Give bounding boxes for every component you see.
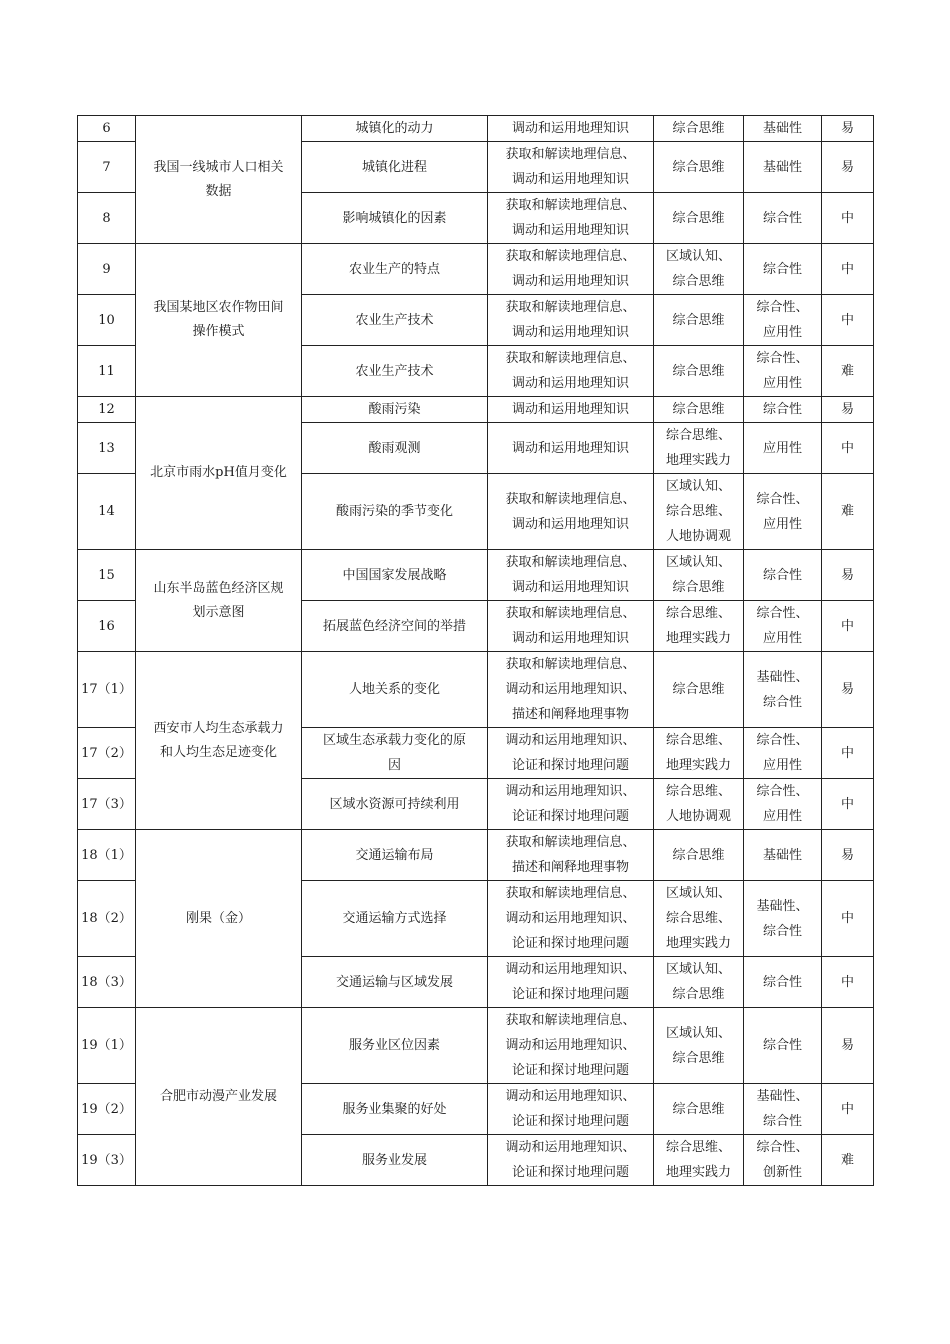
question-number-cell: 7 (78, 142, 136, 193)
nature-cell (744, 601, 822, 652)
nature-cell-line: 综合性、 (756, 606, 809, 621)
ability-cell-line: 获取和解读地理信息、 (505, 657, 636, 672)
ability-cell-line: 调动和运用地理知识、 (505, 1140, 636, 1155)
ability-cell-line: 获取和解读地理信息、 (505, 491, 636, 507)
literacy-cell-line: 综合思维 (672, 274, 725, 289)
literacy-cell-line: 区域认知、 (665, 249, 731, 264)
literacy-cell-line: 综合思维 (672, 580, 725, 595)
literacy-cell (654, 1008, 744, 1084)
literacy-cell (654, 601, 744, 652)
nature-cell (744, 116, 822, 142)
nature-cell (744, 881, 822, 957)
difficulty-cell: 难 (822, 346, 874, 397)
literacy-cell (654, 1135, 744, 1186)
ability-cell (488, 116, 654, 142)
nature-cell (744, 423, 822, 474)
literacy-cell-line: 综合思维 (672, 210, 725, 226)
ability-cell-line: 获取和解读地理信息、 (505, 147, 636, 162)
literacy-cell-line: 综合思维、 (665, 428, 731, 443)
question-number-cell: 19（1） (78, 1008, 136, 1084)
literacy-cell-line: 综合思维 (672, 987, 725, 1002)
ability-cell (488, 550, 654, 601)
knowledge-point-cell-line: 区域生态承载力变化的原 (322, 733, 466, 748)
literacy-cell-line: 综合思维 (672, 159, 725, 175)
ability-cell (488, 728, 654, 779)
knowledge-point-cell-line: 服务业集聚的好处 (342, 1101, 447, 1117)
knowledge-point-cell (302, 193, 488, 244)
difficulty-cell: 中 (822, 881, 874, 957)
difficulty-cell: 中 (822, 193, 874, 244)
ability-cell-line: 获取和解读地理信息、 (505, 198, 636, 213)
literacy-cell (654, 652, 744, 728)
literacy-cell-line: 区域认知、 (665, 962, 731, 977)
literacy-cell-line: 综合思维 (672, 402, 725, 417)
ability-cell-line: 获取和解读地理信息、 (505, 249, 636, 264)
nature-cell-line: 基础性、 (756, 669, 809, 685)
literacy-cell-line: 综合思维 (672, 1050, 725, 1066)
nature-cell-line: 创新性 (762, 1165, 802, 1180)
nature-cell-line: 综合性 (762, 1038, 802, 1053)
nature-cell-line: 基础性 (762, 847, 802, 863)
question-number-cell: 10 (78, 295, 136, 346)
knowledge-point-cell-line: 服务业区位因素 (348, 1038, 440, 1053)
nature-cell (744, 1008, 822, 1084)
ability-cell (488, 779, 654, 830)
ability-cell-line: 获取和解读地理信息、 (505, 606, 636, 621)
knowledge-point-cell-line: 影响城镇化的因素 (342, 210, 447, 226)
nature-cell-line: 综合性 (762, 402, 802, 417)
question-number-cell: 6 (78, 116, 136, 142)
knowledge-point-cell-line: 因 (387, 758, 401, 773)
material-cell-line: 数据 (205, 183, 232, 199)
nature-cell-line: 基础性、 (756, 1089, 809, 1104)
ability-cell (488, 830, 654, 881)
nature-cell-line: 综合性 (762, 261, 802, 277)
question-number-cell: 18（2） (78, 881, 136, 957)
nature-cell (744, 295, 822, 346)
nature-cell-line: 应用性 (762, 631, 802, 646)
question-number-cell: 18（3） (78, 957, 136, 1008)
nature-cell (744, 830, 822, 881)
nature-cell (744, 142, 822, 193)
nature-cell (744, 957, 822, 1008)
difficulty-cell: 易 (822, 142, 874, 193)
nature-cell-line: 综合性、 (756, 300, 809, 315)
knowledge-point-cell (302, 142, 488, 193)
table-row (78, 397, 874, 423)
knowledge-point-cell-line: 交通运输与区域发展 (335, 974, 453, 990)
material-cell (136, 397, 302, 550)
nature-cell-line: 综合性 (762, 974, 802, 990)
ability-cell-line: 描述和阐释地理事物 (511, 860, 629, 875)
literacy-cell-line: 区域认知、 (665, 1025, 731, 1041)
difficulty-cell: 中 (822, 244, 874, 295)
literacy-cell-line: 综合思维 (672, 312, 725, 328)
literacy-cell (654, 728, 744, 779)
nature-cell-line: 应用性 (762, 376, 802, 391)
ability-cell (488, 881, 654, 957)
knowledge-point-cell (302, 779, 488, 830)
ability-cell (488, 346, 654, 397)
nature-cell-line: 综合性 (762, 210, 802, 226)
literacy-cell (654, 1084, 744, 1135)
difficulty-cell: 难 (822, 474, 874, 550)
nature-cell-line: 综合性、 (756, 491, 809, 507)
table-row (78, 830, 874, 881)
ability-cell-line: 论证和探讨地理问题 (511, 758, 629, 773)
question-number-cell: 12 (78, 397, 136, 423)
nature-cell (744, 652, 822, 728)
literacy-cell-line: 人地协调观 (665, 529, 731, 544)
table-row (78, 116, 874, 142)
material-cell (136, 652, 302, 830)
table-row (78, 1008, 874, 1084)
difficulty-cell: 中 (822, 601, 874, 652)
ability-cell-line: 论证和探讨地理问题 (511, 1114, 629, 1129)
knowledge-point-cell-line: 农业生产技术 (355, 312, 434, 328)
difficulty-cell: 难 (822, 1135, 874, 1186)
knowledge-point-cell-line: 服务业发展 (361, 1152, 427, 1168)
material-cell (136, 116, 302, 244)
literacy-cell-line: 综合思维、 (665, 733, 731, 748)
knowledge-point-cell-line: 人地关系的变化 (348, 682, 440, 697)
ability-cell-line: 调动和运用地理知识、 (505, 1038, 636, 1053)
literacy-cell-line: 综合思维 (672, 682, 725, 697)
material-cell (136, 550, 302, 652)
ability-cell-line: 获取和解读地理信息、 (505, 1013, 636, 1028)
difficulty-cell: 中 (822, 1084, 874, 1135)
ability-cell-line: 论证和探讨地理问题 (511, 809, 629, 824)
literacy-cell-line: 地理实践力 (665, 758, 731, 773)
ability-cell-line: 调动和运用地理知识 (511, 172, 629, 187)
literacy-cell (654, 423, 744, 474)
literacy-cell (654, 244, 744, 295)
ability-cell (488, 601, 654, 652)
knowledge-point-cell (302, 652, 488, 728)
nature-cell (744, 550, 822, 601)
ability-cell-line: 调动和运用地理知识 (511, 325, 629, 340)
material-cell-line: 操作模式 (192, 324, 245, 339)
ability-cell-line: 描述和阐释地理事物 (511, 707, 629, 722)
material-cell (136, 830, 302, 1008)
ability-cell-line: 调动和运用地理知识、 (505, 962, 636, 977)
nature-cell (744, 193, 822, 244)
literacy-cell-line: 综合思维 (672, 363, 725, 379)
knowledge-point-cell (302, 550, 488, 601)
knowledge-point-cell (302, 830, 488, 881)
nature-cell-line: 综合性 (762, 567, 802, 583)
question-number-cell: 18（1） (78, 830, 136, 881)
nature-cell-line: 综合性 (762, 694, 802, 710)
nature-cell-line: 基础性、 (756, 898, 809, 914)
literacy-cell (654, 881, 744, 957)
literacy-cell-line: 人地协调观 (665, 809, 731, 824)
ability-cell-line: 调动和运用地理知识 (511, 402, 629, 417)
literacy-cell (654, 474, 744, 550)
ability-cell-line: 调动和运用地理知识 (511, 274, 629, 289)
nature-cell-line: 综合性、 (756, 351, 809, 366)
ability-cell-line: 获取和解读地理信息、 (505, 300, 636, 315)
ability-cell-line: 调动和运用地理知识 (511, 121, 629, 136)
ability-cell-line: 获取和解读地理信息、 (505, 886, 636, 901)
nature-cell (744, 346, 822, 397)
ability-cell-line: 调动和运用地理知识、 (505, 911, 636, 926)
table-row (78, 244, 874, 295)
literacy-cell (654, 193, 744, 244)
nature-cell-line: 应用性 (762, 440, 802, 456)
nature-cell-line: 应用性 (762, 809, 802, 824)
difficulty-cell: 中 (822, 423, 874, 474)
literacy-cell-line: 区域认知、 (665, 555, 731, 570)
nature-cell-line: 综合性 (762, 923, 802, 939)
knowledge-point-cell (302, 1084, 488, 1135)
question-number-cell: 9 (78, 244, 136, 295)
material-cell-line: 西安市人均生态承载力 (153, 720, 284, 736)
ability-cell-line: 论证和探讨地理问题 (511, 1063, 629, 1078)
knowledge-point-cell-line: 酸雨污染 (368, 402, 421, 417)
knowledge-point-cell (302, 1008, 488, 1084)
knowledge-point-cell-line: 酸雨污染的季节变化 (335, 504, 453, 519)
question-number-cell: 11 (78, 346, 136, 397)
literacy-cell-line: 地理实践力 (665, 453, 731, 468)
ability-cell (488, 142, 654, 193)
knowledge-point-cell (302, 397, 488, 423)
nature-cell (744, 779, 822, 830)
nature-cell-line: 综合性、 (756, 784, 809, 799)
question-number-cell: 13 (78, 423, 136, 474)
knowledge-point-cell-line: 拓展蓝色经济空间的举措 (322, 618, 466, 634)
difficulty-cell: 中 (822, 779, 874, 830)
knowledge-point-cell-line: 农业生产技术 (355, 363, 434, 379)
ability-cell (488, 652, 654, 728)
ability-cell (488, 397, 654, 423)
difficulty-cell: 易 (822, 116, 874, 142)
ability-cell-line: 获取和解读地理信息、 (505, 835, 636, 850)
literacy-cell-line: 地理实践力 (665, 631, 731, 646)
ability-cell-line: 获取和解读地理信息、 (505, 555, 636, 570)
knowledge-point-cell-line: 交通运输方式选择 (342, 911, 447, 926)
difficulty-cell: 中 (822, 295, 874, 346)
ability-cell-line: 调动和运用地理知识 (511, 223, 629, 238)
ability-cell-line: 论证和探讨地理问题 (511, 936, 629, 951)
material-cell-line: 刚果（金） (185, 910, 251, 926)
literacy-cell (654, 142, 744, 193)
knowledge-point-cell (302, 423, 488, 474)
question-number-cell: 8 (78, 193, 136, 244)
knowledge-point-cell-line: 城镇化的动力 (355, 121, 434, 136)
ability-cell-line: 调动和运用地理知识 (511, 516, 629, 532)
material-cell (136, 244, 302, 397)
knowledge-point-cell (302, 881, 488, 957)
nature-cell (744, 1084, 822, 1135)
literacy-cell-line: 综合思维、 (665, 606, 731, 621)
ability-cell-line: 调动和运用地理知识 (511, 580, 629, 595)
literacy-cell-line: 综合思维 (672, 847, 725, 863)
literacy-cell-line: 综合思维、 (665, 784, 731, 799)
difficulty-cell: 易 (822, 1008, 874, 1084)
nature-cell (744, 397, 822, 423)
nature-cell-line: 综合性 (762, 1114, 802, 1129)
nature-cell (744, 474, 822, 550)
ability-cell-line: 论证和探讨地理问题 (511, 1165, 629, 1180)
difficulty-cell: 易 (822, 652, 874, 728)
knowledge-point-cell (302, 728, 488, 779)
question-number-cell: 15 (78, 550, 136, 601)
ability-cell (488, 1008, 654, 1084)
literacy-cell (654, 295, 744, 346)
ability-cell (488, 474, 654, 550)
question-number-cell: 14 (78, 474, 136, 550)
literacy-cell (654, 779, 744, 830)
material-cell-line: 北京市雨水pH值月变化 (150, 465, 287, 480)
nature-cell-line: 基础性 (762, 121, 802, 136)
knowledge-point-cell (302, 601, 488, 652)
difficulty-cell: 中 (822, 728, 874, 779)
question-number-cell: 19（3） (78, 1135, 136, 1186)
knowledge-point-cell-line: 农业生产的特点 (348, 261, 440, 277)
question-number-cell: 17（3） (78, 779, 136, 830)
ability-cell-line: 调动和运用地理知识、 (505, 1089, 636, 1104)
material-cell-line: 划示意图 (192, 604, 245, 620)
literacy-cell-line: 地理实践力 (665, 1165, 731, 1180)
ability-cell-line: 获取和解读地理信息、 (505, 351, 636, 366)
literacy-cell (654, 957, 744, 1008)
nature-cell-line: 基础性 (762, 159, 802, 175)
literacy-cell (654, 116, 744, 142)
knowledge-point-cell (302, 116, 488, 142)
nature-cell-line: 应用性 (762, 325, 802, 340)
knowledge-point-cell-line: 中国国家发展战略 (342, 567, 447, 583)
difficulty-cell: 中 (822, 957, 874, 1008)
ability-cell (488, 295, 654, 346)
nature-cell (744, 728, 822, 779)
material-cell-line: 合肥市动漫产业发展 (159, 1088, 277, 1104)
nature-cell-line: 综合性、 (756, 733, 809, 748)
nature-cell (744, 1135, 822, 1186)
knowledge-point-cell-line: 酸雨观测 (368, 440, 421, 456)
knowledge-point-cell-line: 区域水资源可持续利用 (329, 796, 460, 812)
ability-cell (488, 1084, 654, 1135)
difficulty-cell: 易 (822, 397, 874, 423)
knowledge-point-cell (302, 295, 488, 346)
literacy-cell-line: 综合思维 (672, 121, 725, 136)
difficulty-cell: 易 (822, 830, 874, 881)
exam-analysis-table (77, 115, 874, 1186)
table-body (78, 116, 874, 1186)
ability-cell-line: 调动和运用地理知识、 (505, 733, 636, 748)
nature-cell-line: 应用性 (762, 758, 802, 773)
literacy-cell (654, 346, 744, 397)
ability-cell-line: 调动和运用地理知识 (511, 376, 629, 391)
knowledge-point-cell (302, 1135, 488, 1186)
ability-cell-line: 论证和探讨地理问题 (511, 987, 629, 1002)
knowledge-point-cell (302, 244, 488, 295)
knowledge-point-cell (302, 474, 488, 550)
material-cell-line: 和人均生态足迹变化 (159, 744, 277, 760)
ability-cell-line: 调动和运用地理知识 (511, 440, 629, 456)
literacy-cell-line: 区域认知、 (665, 886, 731, 901)
ability-cell (488, 423, 654, 474)
knowledge-point-cell (302, 346, 488, 397)
question-number-cell: 19（2） (78, 1084, 136, 1135)
literacy-cell-line: 综合思维、 (665, 504, 731, 519)
material-cell-line: 我国某地区农作物田间 (153, 300, 284, 315)
material-cell (136, 1008, 302, 1186)
literacy-cell-line: 综合思维、 (665, 911, 731, 926)
table-row (78, 652, 874, 728)
question-number-cell: 16 (78, 601, 136, 652)
ability-cell-line: 调动和运用地理知识、 (505, 682, 636, 697)
literacy-cell (654, 397, 744, 423)
question-number-cell: 17（2） (78, 728, 136, 779)
knowledge-point-cell-line: 交通运输布局 (355, 847, 434, 863)
nature-cell-line: 应用性 (762, 516, 802, 532)
knowledge-point-cell (302, 957, 488, 1008)
literacy-cell-line: 综合思维、 (665, 1140, 731, 1155)
difficulty-cell: 易 (822, 550, 874, 601)
ability-cell (488, 957, 654, 1008)
knowledge-point-cell-line: 城镇化进程 (361, 159, 427, 175)
ability-cell (488, 193, 654, 244)
ability-cell (488, 244, 654, 295)
table-row (78, 550, 874, 601)
material-cell-line: 山东半岛蓝色经济区规 (153, 580, 284, 596)
nature-cell (744, 244, 822, 295)
ability-cell (488, 1135, 654, 1186)
literacy-cell (654, 830, 744, 881)
question-number-cell: 17（1） (78, 652, 136, 728)
ability-cell-line: 调动和运用地理知识 (511, 631, 629, 646)
literacy-cell-line: 区域认知、 (665, 479, 731, 494)
material-cell-line: 我国一线城市人口相关 (153, 159, 284, 175)
literacy-cell-line: 综合思维 (672, 1101, 725, 1117)
literacy-cell-line: 地理实践力 (665, 936, 731, 951)
nature-cell-line: 综合性、 (756, 1140, 809, 1155)
literacy-cell (654, 550, 744, 601)
ability-cell-line: 调动和运用地理知识、 (505, 784, 636, 799)
